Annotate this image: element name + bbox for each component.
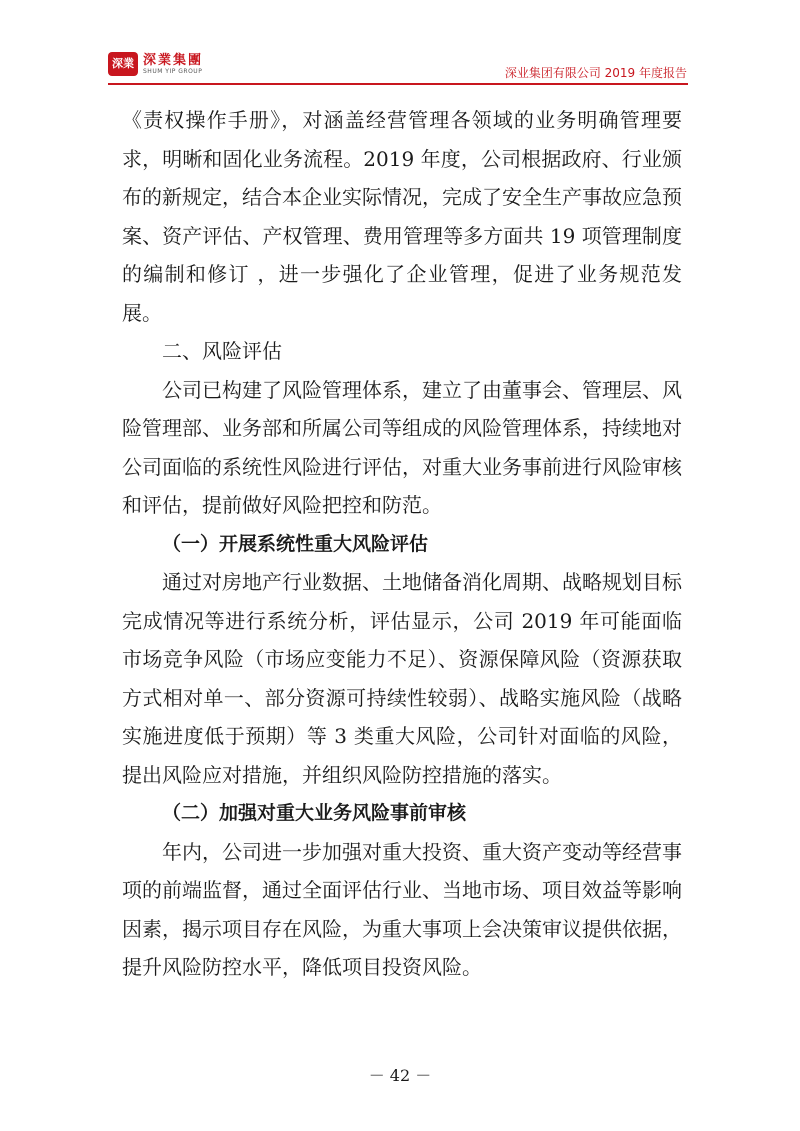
subsection-heading-systemic-risk: （一）开展系统性重大风险评估 (162, 532, 429, 555)
logo-text (143, 53, 203, 76)
report-title: 深业集团有限公司 2019 年度报告 (504, 66, 687, 80)
paragraph-systemic-risk: 通过对房地产行业数据、土地储备消化周期、战略规划目标完成情况等进行系统分析，评估显示，公司 2019 年可能面临市场竞争风险（市场应变能力不足）、资源保障风险（资源获取方式相对单一、部分资源可持续性较弱）、战略实施风险（战略实施进度低于预期）等 3 类重大风险，公司针对面临的风险，提出风险应对措施，并组织风险防控措施的落实。 (122, 570, 682, 787)
header-divider (108, 83, 688, 85)
document-body (122, 101, 682, 987)
logo-english-name: SHUM YIP GROUP (143, 67, 203, 75)
paragraph-pre-review: 年内，公司进一步加强对重大投资、重大资产变动等经营事项的前端监督，通过全面评估行业、当地市场、项目效益等影响因素，揭示项目存在风险，为重大事项上会决策审议提供依据，提升风险防控水平，降低项目投资风险。 (122, 839, 682, 979)
logo-mark-icon: 深業 (108, 52, 138, 76)
page-header (0, 0, 800, 90)
company-logo (108, 52, 203, 76)
section-heading-risk-assessment: 二、风险评估 (162, 339, 282, 363)
page-number: － 42 － (368, 1066, 432, 1085)
subsection-heading-pre-review: （二）加强对重大业务风险事前审核 (162, 802, 467, 824)
logo-chinese-name: 深業集團 (143, 52, 204, 68)
paragraph-risk-system: 公司已构建了风险管理体系，建立了由董事会、管理层、风险管理部、业务部和所属公司等组成的风险管理体系，持续地对公司面临的系统性风险进行评估，对重大业务事前进行风险审核和评估，提前做好风险把控和防范。 (122, 377, 682, 517)
paragraph-management-system: 《责权操作手册》，对涵盖经营管理各领域的业务明确管理要求，明晰和固化业务流程。2019 年度，公司根据政府、行业颁布的新规定，结合本企业实际情况，完成了安全生产事故应急预案、资产评估、产权管理、费用管理等多方面共 19 项管理制度的编制和修订 ，进一步强化了企业管理，促进了业务规范发展。 (122, 108, 682, 325)
